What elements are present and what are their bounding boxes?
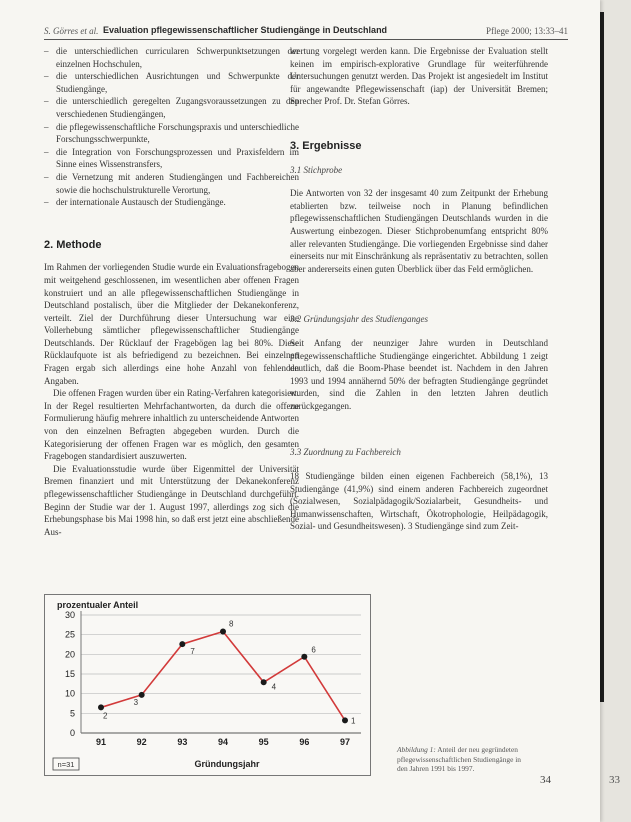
x-tick-label: 96 — [299, 737, 310, 747]
x-tick-labels — [96, 737, 350, 747]
paragraph: Die offenen Fragen wurden über ein Rating-Verfahren kategorisiert. In der Regel resultierten Mehrfachantworten, da durch die offene Formulierung häufig mehrere inhaltlich zu unterscheidende Antworten von den einzelnen Befragten abgegeben wurden. Durch die Kategorisierung der offenen Fragen war es möglich, den gesamten Fragebogen standardisiert auszuwerten. — [44, 388, 299, 462]
subsection-heading: 3.1 Stichprobe — [290, 164, 343, 175]
paragraph: Die Evaluationsstudie wurde über Eigenmittel der Universität Bremen finanziert und mit Unterstützung der Dekanekonferenz pflegewissenschaftlicher Studiengänge in Deutschland durchgeführt. Beginn der Studie war der 1. August 1997, allerdings zog sich die Erhebungsphase bis Mai 1998 hin, so daß erst jetzt eine abschließende Aus- — [44, 463, 299, 537]
running-header — [44, 24, 568, 40]
data-point-label: 2 — [103, 711, 108, 721]
y-tick-label: 25 — [64, 629, 75, 640]
list-item: – die unterschiedlichen Ausrichtungen und Schwerpunkte der Studiengänge, — [44, 70, 299, 95]
x-axis-label: Gründungsjahr — [194, 759, 260, 769]
y-tick-label: 0 — [69, 728, 75, 738]
caption-lead: Abbildung 1: — [397, 745, 436, 754]
paragraph: wertung vorgelegt werden kann. Die Ergebnisse der Evaluation stellt keinen im empirisch-explorative Grundlage für weiterführende Untersuchungen genutzt werden. Das Projekt ist angesiedelt im Institut für angewandte Pflegewissenschaft (iap) der Universität Bremen; Sprecher Prof. Dr. Stefan Görres. — [290, 46, 548, 107]
caption-text: Anteil der neu gegründeten pflegewissenschaftlichen Studiengänge in den Jahren 1991 bis 1997. — [397, 745, 521, 774]
aspects-list — [44, 45, 299, 209]
header-title: Evaluation pflegewissenschaftlicher Studiengänge in Deutschland — [103, 25, 388, 35]
data-point — [179, 641, 185, 647]
paragraph: Im Rahmen der vorliegenden Studie wurde ein Evaluationsfragebogen mit weitgehend geschlossenen, im wesentlichen aber offenen Fragen konstruiert und an alle pflegewissenschaftlichen Studiengänge in Deutschland postalisch, über die Mitglieder der Dekanekonferenz, verteilt. Ziel der Durchführung dieser Untersuchung war eine Vollerhebung sämtlicher pflegewissenschaftlicher Studiengänge Deutschlands. Der Rücklauf der Fragebögen lag bei 80%. Diese Rücklaufquote ist als befriedigend zu bezeichnen. Bei einzelnen Fragen ergab sich allerdings eine hohe Anzahl von fehlenden Angaben. — [44, 262, 299, 386]
list-item: – die Integration von Forschungsprozessen und Praxisfeldern im Sinne eines Wissenstransfers, — [44, 146, 299, 171]
figure-1 — [44, 594, 371, 776]
x-tick-label: 97 — [339, 737, 351, 747]
line-chart — [45, 595, 370, 775]
sample-size-tag: n=31 — [57, 760, 75, 769]
data-point-labels — [103, 620, 356, 726]
data-points — [98, 629, 348, 724]
list-item: – die Vernetzung mit anderen Studiengängen und Fachbereichen sowie die hochschulstrukturelle Verortung, — [44, 171, 299, 196]
y-tick-label: 30 — [64, 610, 75, 620]
section-heading-ergebnisse: 3. Ergebnisse — [290, 139, 362, 152]
data-point-label: 3 — [133, 697, 139, 707]
list-item: – der internationale Austausch der Studiengänge. — [44, 196, 299, 209]
left-column — [44, 45, 299, 538]
figure-caption — [397, 745, 523, 774]
data-point-label: 4 — [271, 682, 277, 692]
page-number: 34 — [540, 774, 551, 786]
list-item: – die unterschiedlichen curricularen Schwerpunktsetzungen der einzelnen Hochschulen, — [44, 45, 299, 70]
paragraph: Die Antworten von 32 der insgesamt 40 zum Zeitpunkt der Erhebung etablierten bzw. teilweise noch in Planung befindlichen pflegewissenschaftlichen Studiengängen Deutschlands wurden in die Auswertung einbezogen. Dieser Stichprobenumfang entspricht 80% aller relevanten Studiengänge. Die vorliegenden Ergebnisse sind daher einerseits nur mit Einschränkung als repräsentativ zu betrachten, sollen aber andererseits einen guten Überblick über das Feld ermöglichen. — [290, 188, 548, 274]
data-point — [98, 704, 104, 710]
series-line — [101, 632, 345, 721]
data-point — [139, 692, 145, 698]
y-tick-label: 20 — [64, 649, 75, 660]
list-item: – die pflegewissenschaftliche Forschungspraxis und unterschiedliche Forschungsschwerpunkte, — [44, 121, 299, 146]
data-point — [301, 654, 307, 660]
data-point-label: 6 — [311, 645, 316, 655]
x-tick-label: 94 — [217, 737, 229, 747]
data-point-label: 8 — [229, 619, 234, 629]
header-author: S. Görres et al. — [44, 26, 99, 36]
y-tick-label: 5 — [69, 708, 75, 719]
section-heading-methode: 2. Methode — [44, 238, 102, 251]
y-tick-label: 15 — [64, 669, 75, 679]
right-column — [290, 45, 548, 533]
y-axis-label: prozentualer Anteil — [57, 600, 139, 610]
book-gutter — [600, 0, 631, 822]
subsection-heading: 3.2 Gründungsjahr des Studienganges — [290, 314, 428, 325]
paragraph: 18 Studiengänge bilden einen eigenen Fachbereich (58,1%), 13 Studiengänge (41,9%) sind einem anderen Fachbereich zugeordnet (Sozialwesen, Sozialpädagogik/Sozialarbeit, Gesundheits- und Humanwissenschaften, Wirtschaft, Ökotrophologie, Heilpädagogik, Sozial- und Gesundheitswesen). 3 Studiengänge sind zum Zeit- — [290, 471, 548, 532]
y-tick-label: 10 — [64, 688, 75, 699]
data-point — [220, 629, 226, 635]
data-point-label: 7 — [190, 647, 195, 657]
x-tick-label: 92 — [136, 737, 147, 747]
data-point — [342, 717, 348, 723]
paragraph: Seit Anfang der neunziger Jahre wurden in Deutschland pflegewissenschaftliche Studiengänge eingerichtet. Abbildung 1 zeigt deutlich, daß die Boom-Phase beendet ist. Nachdem in den Jahren 1993 und 1994 annähernd 50% der befragten Studiengänge gegründet wurden, sind die Zahlen in den letzten Jahren deutlich zurückgegangen. — [290, 337, 548, 411]
list-item: – die unterschiedlich geregelten Zugangsvoraussetzungen zu den verschiedenen Studiengängen, — [44, 95, 299, 120]
facing-page-number: 33 — [609, 774, 620, 786]
subsection-heading: 3.3 Zuordnung zu Fachbereich — [290, 447, 401, 458]
header-journal: Pflege 2000; 13:33–41 — [486, 26, 568, 36]
data-line — [101, 632, 345, 721]
x-tick-label: 95 — [258, 737, 269, 747]
y-tick-labels — [65, 610, 75, 738]
x-tick-label: 91 — [95, 737, 107, 747]
data-point — [261, 679, 267, 685]
data-point-label: 1 — [351, 716, 356, 726]
x-tick-label: 93 — [177, 737, 188, 747]
